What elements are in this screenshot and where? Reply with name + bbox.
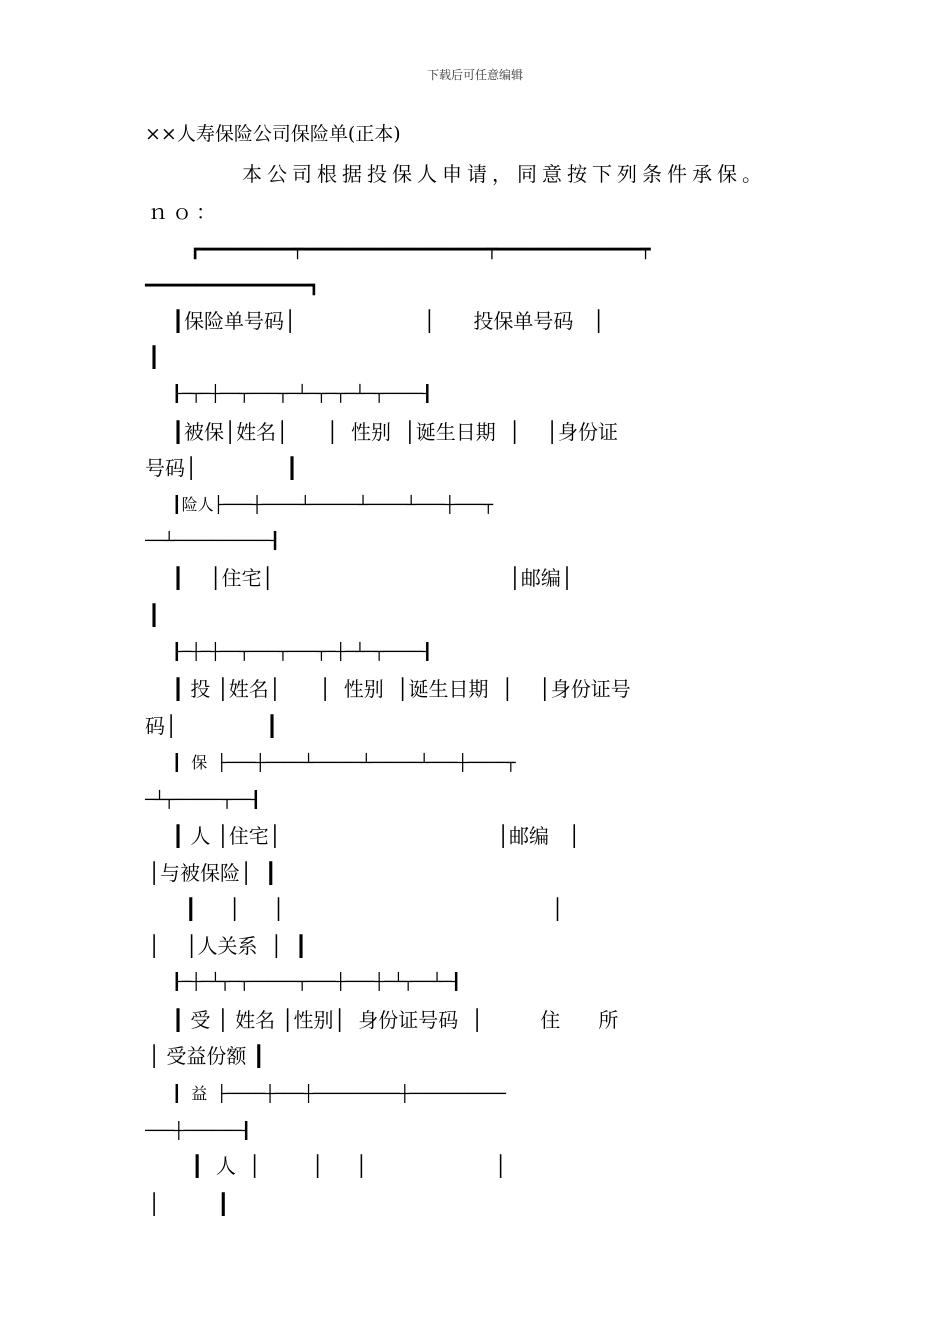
row-policyholder-divider-cont: ─┴┬─────┬──┨ <box>145 790 261 809</box>
row-beneficiary-divider: ┃ 益 ├────┼───┼─────────┼────────── <box>172 1084 506 1103</box>
row-insured-divider: ┃险人├───┼────┴─────┴────┴───┼───┬ <box>172 495 493 514</box>
page-header: 下载后可任意编辑 <box>426 68 523 82</box>
policy-number-label: ｎｏ： <box>148 200 220 224</box>
row-insured-name-cont: 号码│ ┃ <box>145 456 299 480</box>
form-top-border-cont: ━━━━━━━━━━━━━━━━┓ <box>145 276 319 296</box>
row-insured-name: ┃被保│姓名│ │ 性别 │诞生日期 │ │身份证 <box>172 420 619 444</box>
form-top-border: ┏━━━━━━━━━┯━━━━━━━━━━━━━━━━━━┯━━━━━━━━━━━━━━┯ <box>190 240 651 260</box>
row-policy-number-cont: ┃ <box>148 345 161 369</box>
divider-3: ┠─┼─┴┬─┬─────┬───┼───┼─┴┬──┴─┨ <box>172 972 461 991</box>
row-spacer: ┃ │ │ │ <box>172 897 564 921</box>
row-beneficiary-empty-cont: │ ┃ <box>148 1192 230 1216</box>
row-policyholder-divider: ┃ 保 ├───┼────┴─────┴─────┴───┼────┬ <box>172 753 516 772</box>
row-beneficiary-header-cont: │ 受益份额 ┃ <box>148 1044 265 1068</box>
document-title: ××人寿保险公司保险单(正本) <box>145 123 401 145</box>
intro-text: 本公司根据投保人申请，同意按下列条件承保。 <box>242 162 767 186</box>
row-beneficiary-empty: ┃ 人 │ │ │ │ <box>172 1154 507 1178</box>
divider-2: ┠─┼─┼──┬───┬───┬─┼─┴─┬────┨ <box>172 642 433 661</box>
row-beneficiary-divider-cont: ───┼──────┨ <box>145 1121 251 1140</box>
row-policyholder-address: ┃ 人 │住宅│ │邮编 │ <box>172 824 581 848</box>
row-relationship-label: │ │人关系 │ ┃ <box>148 934 308 958</box>
row-relationship: │与被保险│ ┃ <box>148 861 277 885</box>
row-policy-number: ┃保险单号码│ │ 投保单号码 │ <box>172 309 605 333</box>
row-beneficiary-header: ┃ 受 │ 姓名 │性别│ 身份证号码 │ 住 所 <box>172 1008 619 1032</box>
row-policyholder-name: ┃ 投 │姓名│ │ 性别 │诞生日期 │ │身份证号 <box>172 677 631 701</box>
row-insured-address-cont: ┃ <box>148 603 161 627</box>
row-insured-divider-cont: ──┴──────────┨ <box>145 531 280 550</box>
row-policyholder-name-cont: 码│ ┃ <box>145 714 279 738</box>
divider-1: ┠─┬─┼──┬───┬─┴─┬─┬─┴─┬────┨ <box>172 384 433 403</box>
row-insured-address: ┃ │住宅│ │邮编│ <box>172 566 573 590</box>
